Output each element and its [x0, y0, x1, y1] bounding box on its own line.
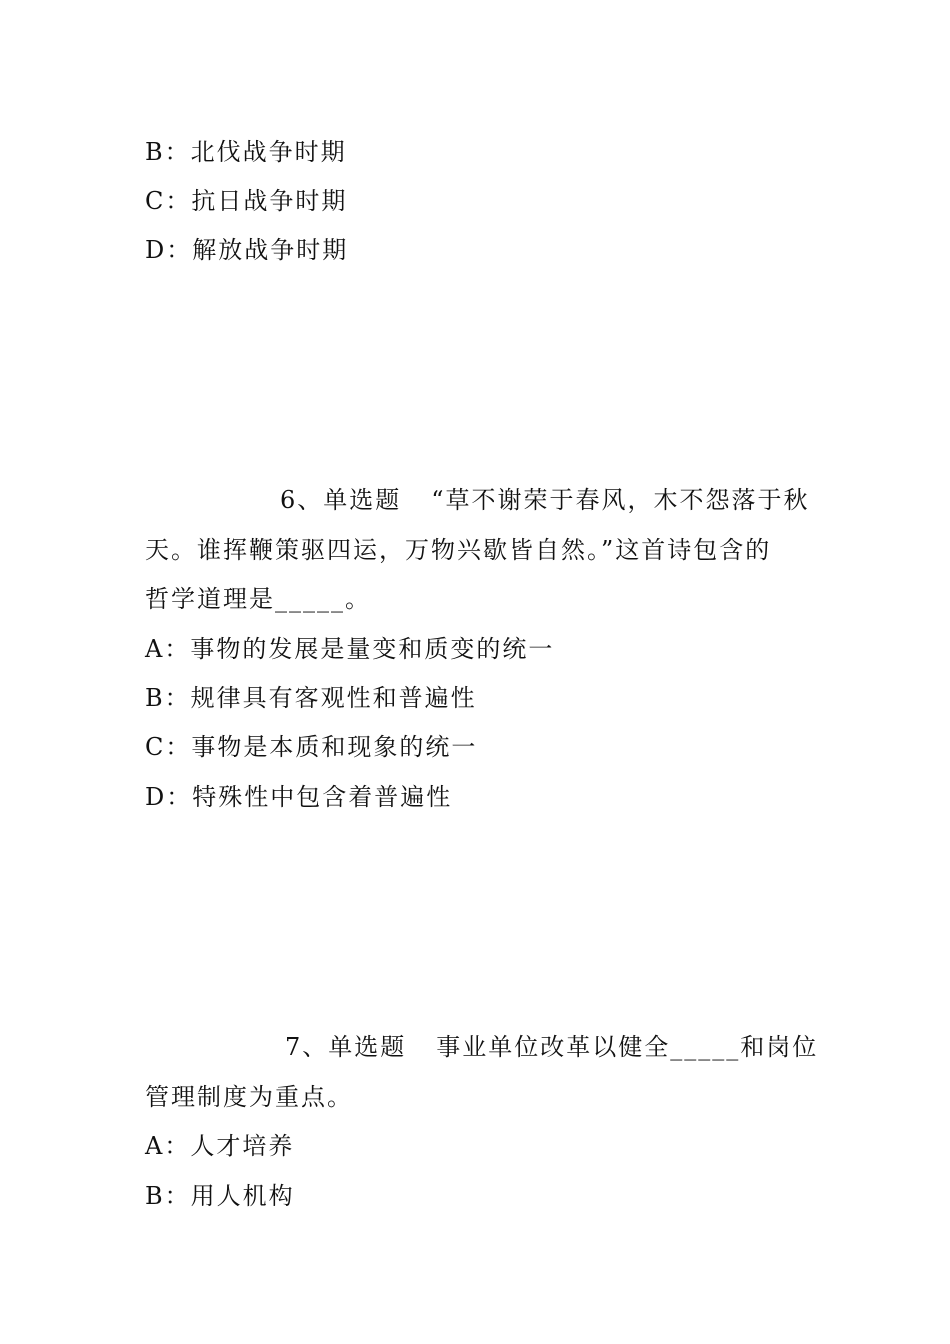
- q7-option-b: B：用人机构: [145, 1182, 295, 1210]
- option-key: B: [145, 684, 165, 712]
- option-text: 事物的发展是量变和质变的统一: [190, 635, 555, 663]
- question-number: 6、单选题: [280, 486, 402, 514]
- option-text: 用人机构: [190, 1182, 295, 1210]
- q7-stem-line1: [285, 1032, 818, 1062]
- option-key: B: [145, 138, 165, 166]
- q6-option-d: D：特殊性中包含着普遍性: [145, 783, 453, 811]
- q7-stem-line2: 管理制度为重点。: [145, 1083, 353, 1111]
- q6-option-c: C：事物是本质和现象的统一: [145, 733, 478, 761]
- option-key: D: [145, 236, 167, 264]
- question-text: 事业单位改革以健全_____和岗位: [436, 1033, 819, 1061]
- option-key: B: [145, 1182, 165, 1210]
- q5-option-b: B：北伐战争时期: [145, 138, 347, 166]
- option-text: 特殊性中包含着普遍性: [192, 783, 453, 811]
- q6-option-b: B：规律具有客观性和普遍性: [145, 684, 477, 712]
- option-key: A: [145, 635, 165, 663]
- q6-stem-line2: 天。谁挥鞭策驱四运，万物兴歇皆自然。”这首诗包含的: [145, 536, 772, 564]
- option-text: 解放战争时期: [192, 236, 349, 264]
- q6-stem-line3: 哲学道理是_____。: [145, 585, 371, 613]
- option-key: C: [145, 733, 166, 761]
- option-text: 人才培养: [190, 1132, 295, 1160]
- option-text: 抗日战争时期: [191, 187, 348, 215]
- q5-option-c: C：抗日战争时期: [145, 187, 348, 215]
- option-text: 事物是本质和现象的统一: [191, 733, 478, 761]
- question-number: 7、单选题: [285, 1033, 407, 1061]
- question-text: “草不谢荣于春风，木不怨落于秋: [431, 486, 810, 514]
- q7-option-a: A：人才培养: [145, 1132, 295, 1160]
- option-key: A: [145, 1132, 165, 1160]
- option-text: 规律具有客观性和普遍性: [190, 684, 477, 712]
- option-key: C: [145, 187, 166, 215]
- option-key: D: [145, 783, 167, 811]
- option-text: 北伐战争时期: [190, 138, 347, 166]
- q6-option-a: A：事物的发展是量变和质变的统一: [145, 635, 555, 663]
- q6-stem-line1: [280, 485, 810, 515]
- q5-option-d: D：解放战争时期: [145, 236, 349, 264]
